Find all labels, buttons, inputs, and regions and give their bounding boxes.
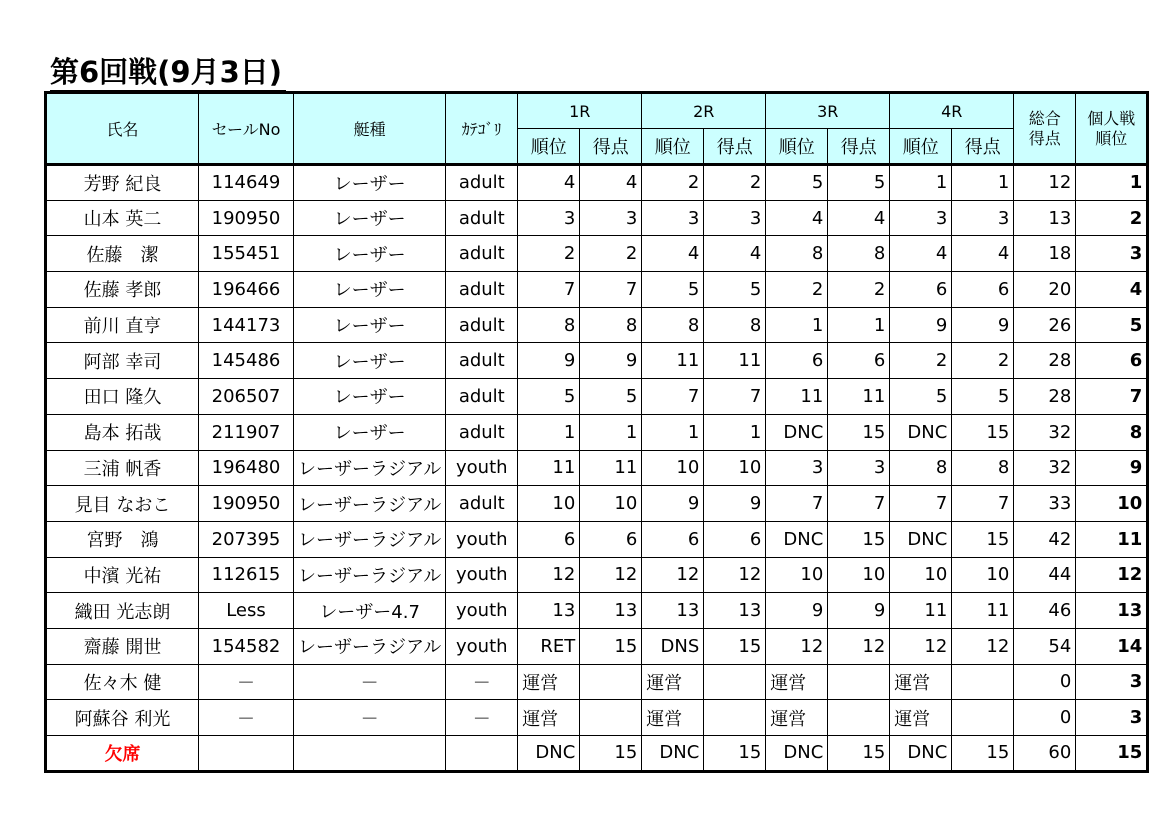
header-place: 順位 (890, 129, 952, 165)
cell-r2-place: 3 (642, 200, 704, 236)
cell-r1-points: 4 (580, 165, 642, 201)
cell-category: youth (446, 521, 518, 557)
header-row-1 (46, 93, 1148, 129)
cell-r2-points (704, 700, 766, 736)
cell-r2-points: 13 (704, 593, 766, 629)
cell-r3-points: 5 (828, 165, 890, 201)
cell-sail-no: 145486 (199, 343, 294, 379)
cell-r4-points: 12 (952, 628, 1014, 664)
cell-r4-place: 8 (890, 450, 952, 486)
cell-category: adult (446, 307, 518, 343)
table-row (46, 700, 1148, 736)
cell-sail-no: 196466 (199, 272, 294, 308)
cell-r3-place: DNC (766, 521, 828, 557)
header-race-1: 1R (518, 93, 642, 129)
cell-name: 欠席 (46, 736, 199, 772)
cell-r1-place: DNC (518, 736, 580, 772)
cell-r4-points: 6 (952, 272, 1014, 308)
cell-r1-points (580, 700, 642, 736)
table-row (46, 628, 1148, 664)
cell-category: youth (446, 557, 518, 593)
cell-rank: 1 (1076, 165, 1148, 201)
header-points: 得点 (952, 129, 1014, 165)
cell-total: 18 (1014, 236, 1076, 272)
cell-boat-class: レーザー (294, 272, 446, 308)
table-row (46, 272, 1148, 308)
cell-r3-place: 11 (766, 379, 828, 415)
cell-total: 26 (1014, 307, 1076, 343)
cell-rank: 4 (1076, 272, 1148, 308)
cell-sail-no: 155451 (199, 236, 294, 272)
header-total: 総合 得点 (1014, 93, 1076, 165)
header-points: 得点 (580, 129, 642, 165)
cell-r4-points: 15 (952, 736, 1014, 772)
cell-r2-points: 15 (704, 736, 766, 772)
cell-r3-points: 10 (828, 557, 890, 593)
cell-total: 44 (1014, 557, 1076, 593)
cell-r2-place: 2 (642, 165, 704, 201)
cell-r2-points: 12 (704, 557, 766, 593)
cell-name: 阿部 幸司 (46, 343, 199, 379)
cell-total: 0 (1014, 664, 1076, 700)
cell-r1-place: 11 (518, 450, 580, 486)
cell-r1-place: 8 (518, 307, 580, 343)
cell-name: 阿蘇谷 利光 (46, 700, 199, 736)
cell-category: youth (446, 593, 518, 629)
cell-r2-points: 5 (704, 272, 766, 308)
cell-total: 28 (1014, 343, 1076, 379)
cell-category: adult (446, 414, 518, 450)
cell-r3-points: 11 (828, 379, 890, 415)
cell-r2-place: 1 (642, 414, 704, 450)
cell-r2-place: 8 (642, 307, 704, 343)
header-ranking: 個人戦 順位 (1076, 93, 1148, 165)
cell-name: 三浦 帆香 (46, 450, 199, 486)
cell-r4-place: 9 (890, 307, 952, 343)
table-row (46, 521, 1148, 557)
cell-name: 田口 隆久 (46, 379, 199, 415)
cell-r4-points: 5 (952, 379, 1014, 415)
table-row (46, 165, 1148, 201)
cell-sail-no: 211907 (199, 414, 294, 450)
cell-name: 織田 光志朗 (46, 593, 199, 629)
cell-r2-place: 12 (642, 557, 704, 593)
cell-category: adult (446, 272, 518, 308)
cell-category (446, 736, 518, 772)
absent-row (46, 736, 1148, 772)
cell-r2-points: 2 (704, 165, 766, 201)
cell-name: 見目 なおこ (46, 486, 199, 522)
table-row (46, 343, 1148, 379)
cell-r2-points: 11 (704, 343, 766, 379)
cell-r1-place: 運営 (518, 664, 580, 700)
table-row (46, 593, 1148, 629)
cell-r4-place: 6 (890, 272, 952, 308)
cell-r3-place: DNC (766, 414, 828, 450)
header-race-3: 3R (766, 93, 890, 129)
cell-r4-points (952, 700, 1014, 736)
cell-r3-place: 運営 (766, 700, 828, 736)
cell-r1-place: 3 (518, 200, 580, 236)
header-points: 得点 (704, 129, 766, 165)
table-row (46, 450, 1148, 486)
cell-name: 前川 直亨 (46, 307, 199, 343)
cell-category: adult (446, 486, 518, 522)
cell-r3-place: 8 (766, 236, 828, 272)
cell-rank: 5 (1076, 307, 1148, 343)
cell-r1-points: 1 (580, 414, 642, 450)
cell-r1-points: 15 (580, 628, 642, 664)
cell-r4-place: 10 (890, 557, 952, 593)
cell-r3-points: 4 (828, 200, 890, 236)
cell-r4-points: 11 (952, 593, 1014, 629)
cell-name: 島本 拓哉 (46, 414, 199, 450)
cell-r3-points: 1 (828, 307, 890, 343)
cell-r1-place: 運営 (518, 700, 580, 736)
cell-r3-points: 6 (828, 343, 890, 379)
cell-boat-class: レーザー (294, 200, 446, 236)
cell-r4-points (952, 664, 1014, 700)
cell-rank: 9 (1076, 450, 1148, 486)
cell-name: 齋藤 開世 (46, 628, 199, 664)
header-points: 得点 (828, 129, 890, 165)
cell-r3-points: 15 (828, 736, 890, 772)
cell-category: － (446, 664, 518, 700)
cell-boat-class: レーザー (294, 379, 446, 415)
cell-rank: 6 (1076, 343, 1148, 379)
cell-rank: 11 (1076, 521, 1148, 557)
cell-category: youth (446, 628, 518, 664)
cell-rank: 8 (1076, 414, 1148, 450)
cell-r1-points: 12 (580, 557, 642, 593)
cell-sail-no: 207395 (199, 521, 294, 557)
cell-r2-points (704, 664, 766, 700)
table-row (46, 486, 1148, 522)
cell-category: adult (446, 236, 518, 272)
cell-boat-class: レーザー (294, 236, 446, 272)
cell-r4-points: 4 (952, 236, 1014, 272)
cell-r4-points: 8 (952, 450, 1014, 486)
cell-sail-no: 190950 (199, 486, 294, 522)
cell-r3-points: 15 (828, 521, 890, 557)
cell-r2-points: 7 (704, 379, 766, 415)
cell-category: adult (446, 343, 518, 379)
cell-rank: 7 (1076, 379, 1148, 415)
cell-r1-place: RET (518, 628, 580, 664)
cell-rank: 3 (1076, 236, 1148, 272)
cell-boat-class: レーザーラジアル (294, 521, 446, 557)
cell-r1-place: 9 (518, 343, 580, 379)
cell-boat-class (294, 736, 446, 772)
cell-r3-place: 4 (766, 200, 828, 236)
cell-sail-no: 206507 (199, 379, 294, 415)
cell-r4-points: 15 (952, 414, 1014, 450)
cell-sail-no: － (199, 664, 294, 700)
cell-rank: 2 (1076, 200, 1148, 236)
cell-r2-place: 4 (642, 236, 704, 272)
cell-rank: 13 (1076, 593, 1148, 629)
cell-r4-place: 2 (890, 343, 952, 379)
cell-r1-place: 13 (518, 593, 580, 629)
cell-r3-place: 5 (766, 165, 828, 201)
cell-sail-no: 114649 (199, 165, 294, 201)
cell-r1-points: 3 (580, 200, 642, 236)
header-race-4: 4R (890, 93, 1014, 129)
cell-r2-points: 4 (704, 236, 766, 272)
cell-category: youth (446, 450, 518, 486)
cell-boat-class: レーザーラジアル (294, 486, 446, 522)
cell-boat-class: レーザー (294, 343, 446, 379)
cell-name: 佐藤 孝郎 (46, 272, 199, 308)
cell-r4-place: DNC (890, 521, 952, 557)
cell-r4-points: 9 (952, 307, 1014, 343)
cell-r1-points: 8 (580, 307, 642, 343)
cell-r3-place: 1 (766, 307, 828, 343)
cell-r3-points: 3 (828, 450, 890, 486)
cell-r2-place: 11 (642, 343, 704, 379)
header-place: 順位 (766, 129, 828, 165)
cell-r2-place: 10 (642, 450, 704, 486)
cell-r1-points: 11 (580, 450, 642, 486)
cell-rank: 12 (1076, 557, 1148, 593)
cell-r3-points: 9 (828, 593, 890, 629)
cell-r3-place: 3 (766, 450, 828, 486)
results-table (44, 91, 1149, 773)
table-row (46, 200, 1148, 236)
header-sail-no: セールNo (199, 93, 294, 165)
cell-r3-points (828, 664, 890, 700)
cell-boat-class: レーザーラジアル (294, 450, 446, 486)
cell-r3-points: 7 (828, 486, 890, 522)
cell-r4-points: 3 (952, 200, 1014, 236)
header-category: ｶﾃｺﾞﾘ (446, 93, 518, 165)
cell-r2-points: 9 (704, 486, 766, 522)
cell-category: － (446, 700, 518, 736)
cell-r1-place: 6 (518, 521, 580, 557)
cell-r1-points: 5 (580, 379, 642, 415)
cell-r4-place: DNC (890, 414, 952, 450)
cell-rank: 3 (1076, 700, 1148, 736)
cell-r2-points: 8 (704, 307, 766, 343)
results-body (46, 165, 1148, 772)
cell-r3-points: 8 (828, 236, 890, 272)
cell-sail-no: 144173 (199, 307, 294, 343)
cell-r2-points: 6 (704, 521, 766, 557)
cell-r4-place: 運営 (890, 700, 952, 736)
cell-r2-place: 13 (642, 593, 704, 629)
cell-r4-place: 4 (890, 236, 952, 272)
cell-r3-place: 10 (766, 557, 828, 593)
cell-r1-place: 1 (518, 414, 580, 450)
cell-r3-place: 6 (766, 343, 828, 379)
cell-r3-points (828, 700, 890, 736)
cell-r2-place: 9 (642, 486, 704, 522)
cell-r3-place: 2 (766, 272, 828, 308)
cell-sail-no: 112615 (199, 557, 294, 593)
cell-r3-place: DNC (766, 736, 828, 772)
cell-r1-points: 2 (580, 236, 642, 272)
cell-r2-points: 15 (704, 628, 766, 664)
cell-r1-points: 10 (580, 486, 642, 522)
cell-total: 46 (1014, 593, 1076, 629)
cell-r4-points: 10 (952, 557, 1014, 593)
cell-total: 33 (1014, 486, 1076, 522)
cell-total: 54 (1014, 628, 1076, 664)
cell-total: 28 (1014, 379, 1076, 415)
cell-r1-place: 12 (518, 557, 580, 593)
cell-total: 13 (1014, 200, 1076, 236)
header-name: 氏名 (46, 93, 199, 165)
cell-sail-no (199, 736, 294, 772)
cell-boat-class: レーザー (294, 165, 446, 201)
cell-r3-place: 12 (766, 628, 828, 664)
cell-sail-no: 154582 (199, 628, 294, 664)
cell-r4-place: 運営 (890, 664, 952, 700)
cell-r2-place: 5 (642, 272, 704, 308)
cell-r4-points: 2 (952, 343, 1014, 379)
cell-r1-place: 5 (518, 379, 580, 415)
cell-r1-place: 4 (518, 165, 580, 201)
header-race-2: 2R (642, 93, 766, 129)
cell-total: 60 (1014, 736, 1076, 772)
cell-r2-points: 1 (704, 414, 766, 450)
cell-category: adult (446, 200, 518, 236)
cell-r4-place: 12 (890, 628, 952, 664)
cell-r2-place: 運営 (642, 700, 704, 736)
cell-r4-place: DNC (890, 736, 952, 772)
cell-r4-points: 15 (952, 521, 1014, 557)
cell-name: 佐々木 健 (46, 664, 199, 700)
cell-r3-points: 2 (828, 272, 890, 308)
cell-r1-points: 15 (580, 736, 642, 772)
table-row (46, 236, 1148, 272)
cell-name: 佐藤 潔 (46, 236, 199, 272)
cell-r4-place: 5 (890, 379, 952, 415)
cell-rank: 10 (1076, 486, 1148, 522)
cell-r4-place: 7 (890, 486, 952, 522)
cell-r4-place: 1 (890, 165, 952, 201)
header-place: 順位 (642, 129, 704, 165)
cell-r1-points (580, 664, 642, 700)
cell-r4-place: 3 (890, 200, 952, 236)
cell-category: adult (446, 165, 518, 201)
cell-rank: 14 (1076, 628, 1148, 664)
cell-r2-place: 運営 (642, 664, 704, 700)
header-boat-class: 艇種 (294, 93, 446, 165)
cell-r2-points: 3 (704, 200, 766, 236)
cell-rank: 3 (1076, 664, 1148, 700)
cell-r4-points: 7 (952, 486, 1014, 522)
cell-total: 42 (1014, 521, 1076, 557)
cell-r2-place: DNC (642, 736, 704, 772)
cell-name: 中濱 光祐 (46, 557, 199, 593)
cell-r1-points: 6 (580, 521, 642, 557)
cell-r1-points: 7 (580, 272, 642, 308)
cell-boat-class: レーザー (294, 307, 446, 343)
cell-total: 12 (1014, 165, 1076, 201)
cell-name: 宮野 鴻 (46, 521, 199, 557)
cell-r3-place: 運営 (766, 664, 828, 700)
cell-boat-class: － (294, 700, 446, 736)
cell-r1-place: 10 (518, 486, 580, 522)
cell-sail-no: Less (199, 593, 294, 629)
cell-r4-points: 1 (952, 165, 1014, 201)
cell-boat-class: レーザーラジアル (294, 628, 446, 664)
cell-total: 32 (1014, 450, 1076, 486)
cell-name: 山本 英二 (46, 200, 199, 236)
table-row (46, 414, 1148, 450)
cell-name: 芳野 紀良 (46, 165, 199, 201)
cell-sail-no: 190950 (199, 200, 294, 236)
cell-r2-place: DNS (642, 628, 704, 664)
cell-r1-place: 7 (518, 272, 580, 308)
cell-r3-points: 12 (828, 628, 890, 664)
cell-r2-place: 7 (642, 379, 704, 415)
cell-boat-class: レーザー4.7 (294, 593, 446, 629)
cell-boat-class: レーザーラジアル (294, 557, 446, 593)
table-row (46, 557, 1148, 593)
cell-r4-place: 11 (890, 593, 952, 629)
page-title: 第6回戦(9月3日) (50, 54, 286, 93)
cell-r3-place: 9 (766, 593, 828, 629)
cell-r2-points: 10 (704, 450, 766, 486)
cell-r3-place: 7 (766, 486, 828, 522)
cell-rank: 15 (1076, 736, 1148, 772)
cell-category: adult (446, 379, 518, 415)
cell-sail-no: － (199, 700, 294, 736)
cell-boat-class: レーザー (294, 414, 446, 450)
header-place: 順位 (518, 129, 580, 165)
table-row (46, 379, 1148, 415)
table-row (46, 307, 1148, 343)
cell-boat-class: － (294, 664, 446, 700)
cell-r1-place: 2 (518, 236, 580, 272)
cell-total: 20 (1014, 272, 1076, 308)
table-row (46, 664, 1148, 700)
cell-r1-points: 9 (580, 343, 642, 379)
cell-total: 32 (1014, 414, 1076, 450)
cell-total: 0 (1014, 700, 1076, 736)
cell-sail-no: 196480 (199, 450, 294, 486)
cell-r2-place: 6 (642, 521, 704, 557)
cell-r1-points: 13 (580, 593, 642, 629)
cell-r3-points: 15 (828, 414, 890, 450)
